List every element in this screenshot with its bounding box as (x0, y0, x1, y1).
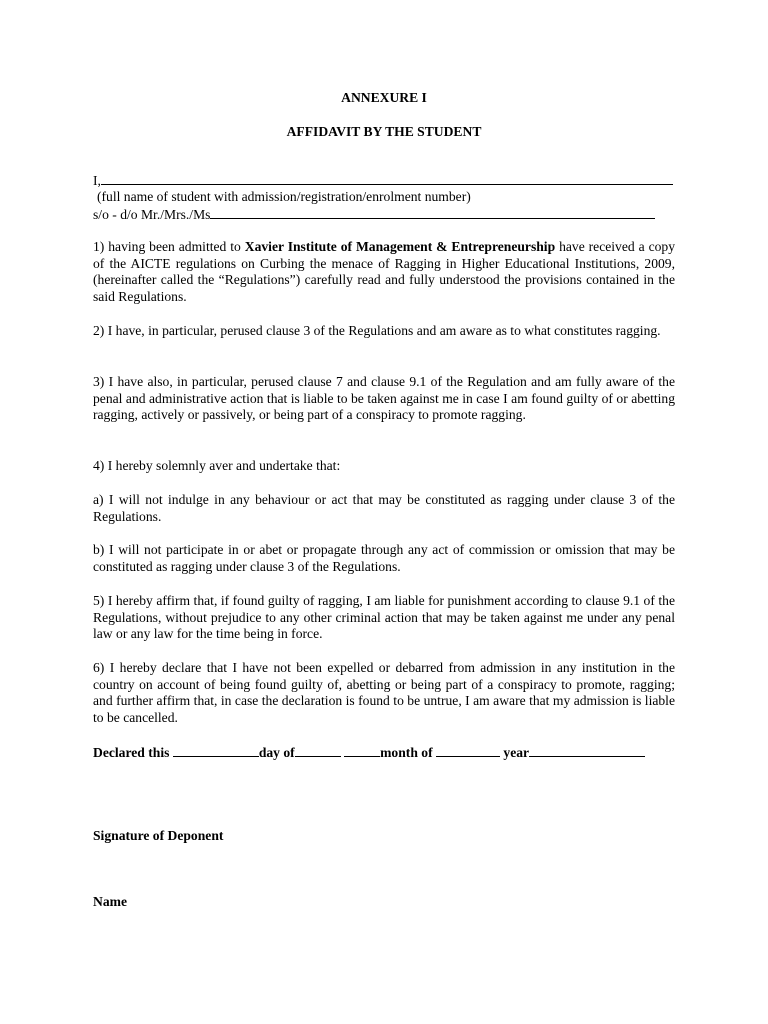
parent-prefix: s/o - d/o Mr./Mrs./Ms (93, 207, 211, 222)
student-name-note: (full name of student with admission/registration/enrolment number) (97, 189, 471, 204)
paragraph-4: 4) I hereby solemnly aver and undertake that: (93, 458, 341, 473)
declaration-line (93, 744, 675, 762)
annexure-heading: ANNEXURE I (341, 90, 427, 105)
paragraph-3: 3) I have also, in particular, perused clause 7 and clause 9.1 of the Regulation and am fully aware of the penal and administrative action that is liable to be taken against me in case I am found guilty of or abetting ragging, actively or passively, or being part of a conspiracy to promote ragging. (93, 374, 675, 423)
student-name-line (93, 172, 675, 190)
declared-day-blank[interactable] (173, 744, 259, 757)
affidavit-title: AFFIDAVIT BY THE STUDENT (286, 124, 482, 139)
paragraph-1-end: have received a copy of the AICTE regulations on Curbing the menace of Ragging in Higher Educational Institutions, 2009, (hereinafter called the “Regulations”) carefully read and fully understood the provisions contained in the said Regulations. (93, 239, 675, 304)
day-label: day of (258, 745, 295, 760)
month-label: month of (380, 745, 433, 760)
paragraph-b: b) I will not participate in or abet or propagate through any act of commission or omission that may be constituted as ragging under clause 3 of the Regulations. (93, 542, 675, 574)
year-label: year (503, 745, 530, 760)
declared-year-blank[interactable] (529, 744, 645, 757)
paragraph-1-start: 1) having been admitted to (93, 239, 245, 254)
name-prefix: I, (93, 173, 101, 188)
paragraph-a: a) I will not indulge in any behaviour or act that may be constituted as ragging under clause 3 of the Regulations. (93, 492, 675, 524)
paragraph-1 (93, 239, 675, 305)
declared-day2-blank[interactable] (295, 744, 341, 757)
paragraph-2: 2) I have, in particular, perused clause 3 of the Regulations and am aware as to what constitutes ragging. (93, 323, 661, 338)
name-label: Name (93, 894, 127, 909)
signature-label: Signature of Deponent (93, 828, 224, 843)
institute-name: Xavier Institute of Management & Entrepreneurship (244, 239, 556, 254)
paragraph-6: 6) I hereby declare that I have not been expelled or debarred from admission in any institution in the country on account of being found guilty of, abetting or being part of a conspiracy to promote, ragging; and further affirm that, in case the declaration is found to be untrue, I am aware that my admission is liable to be cancelled. (93, 660, 675, 725)
declared-label: Declared this (93, 745, 170, 760)
paragraph-5: 5) I hereby affirm that, if found guilty of ragging, I am liable for punishment according to clause 9.1 of the Regulations, without prejudice to any other criminal action that may be taken against me under any penal law or any law for the time being in force. (93, 593, 675, 642)
student-name-blank[interactable] (101, 172, 673, 185)
parent-name-blank[interactable] (210, 206, 655, 219)
parent-name-line (93, 206, 675, 224)
declared-month2-blank[interactable] (436, 744, 500, 757)
declared-month-blank[interactable] (344, 744, 380, 757)
